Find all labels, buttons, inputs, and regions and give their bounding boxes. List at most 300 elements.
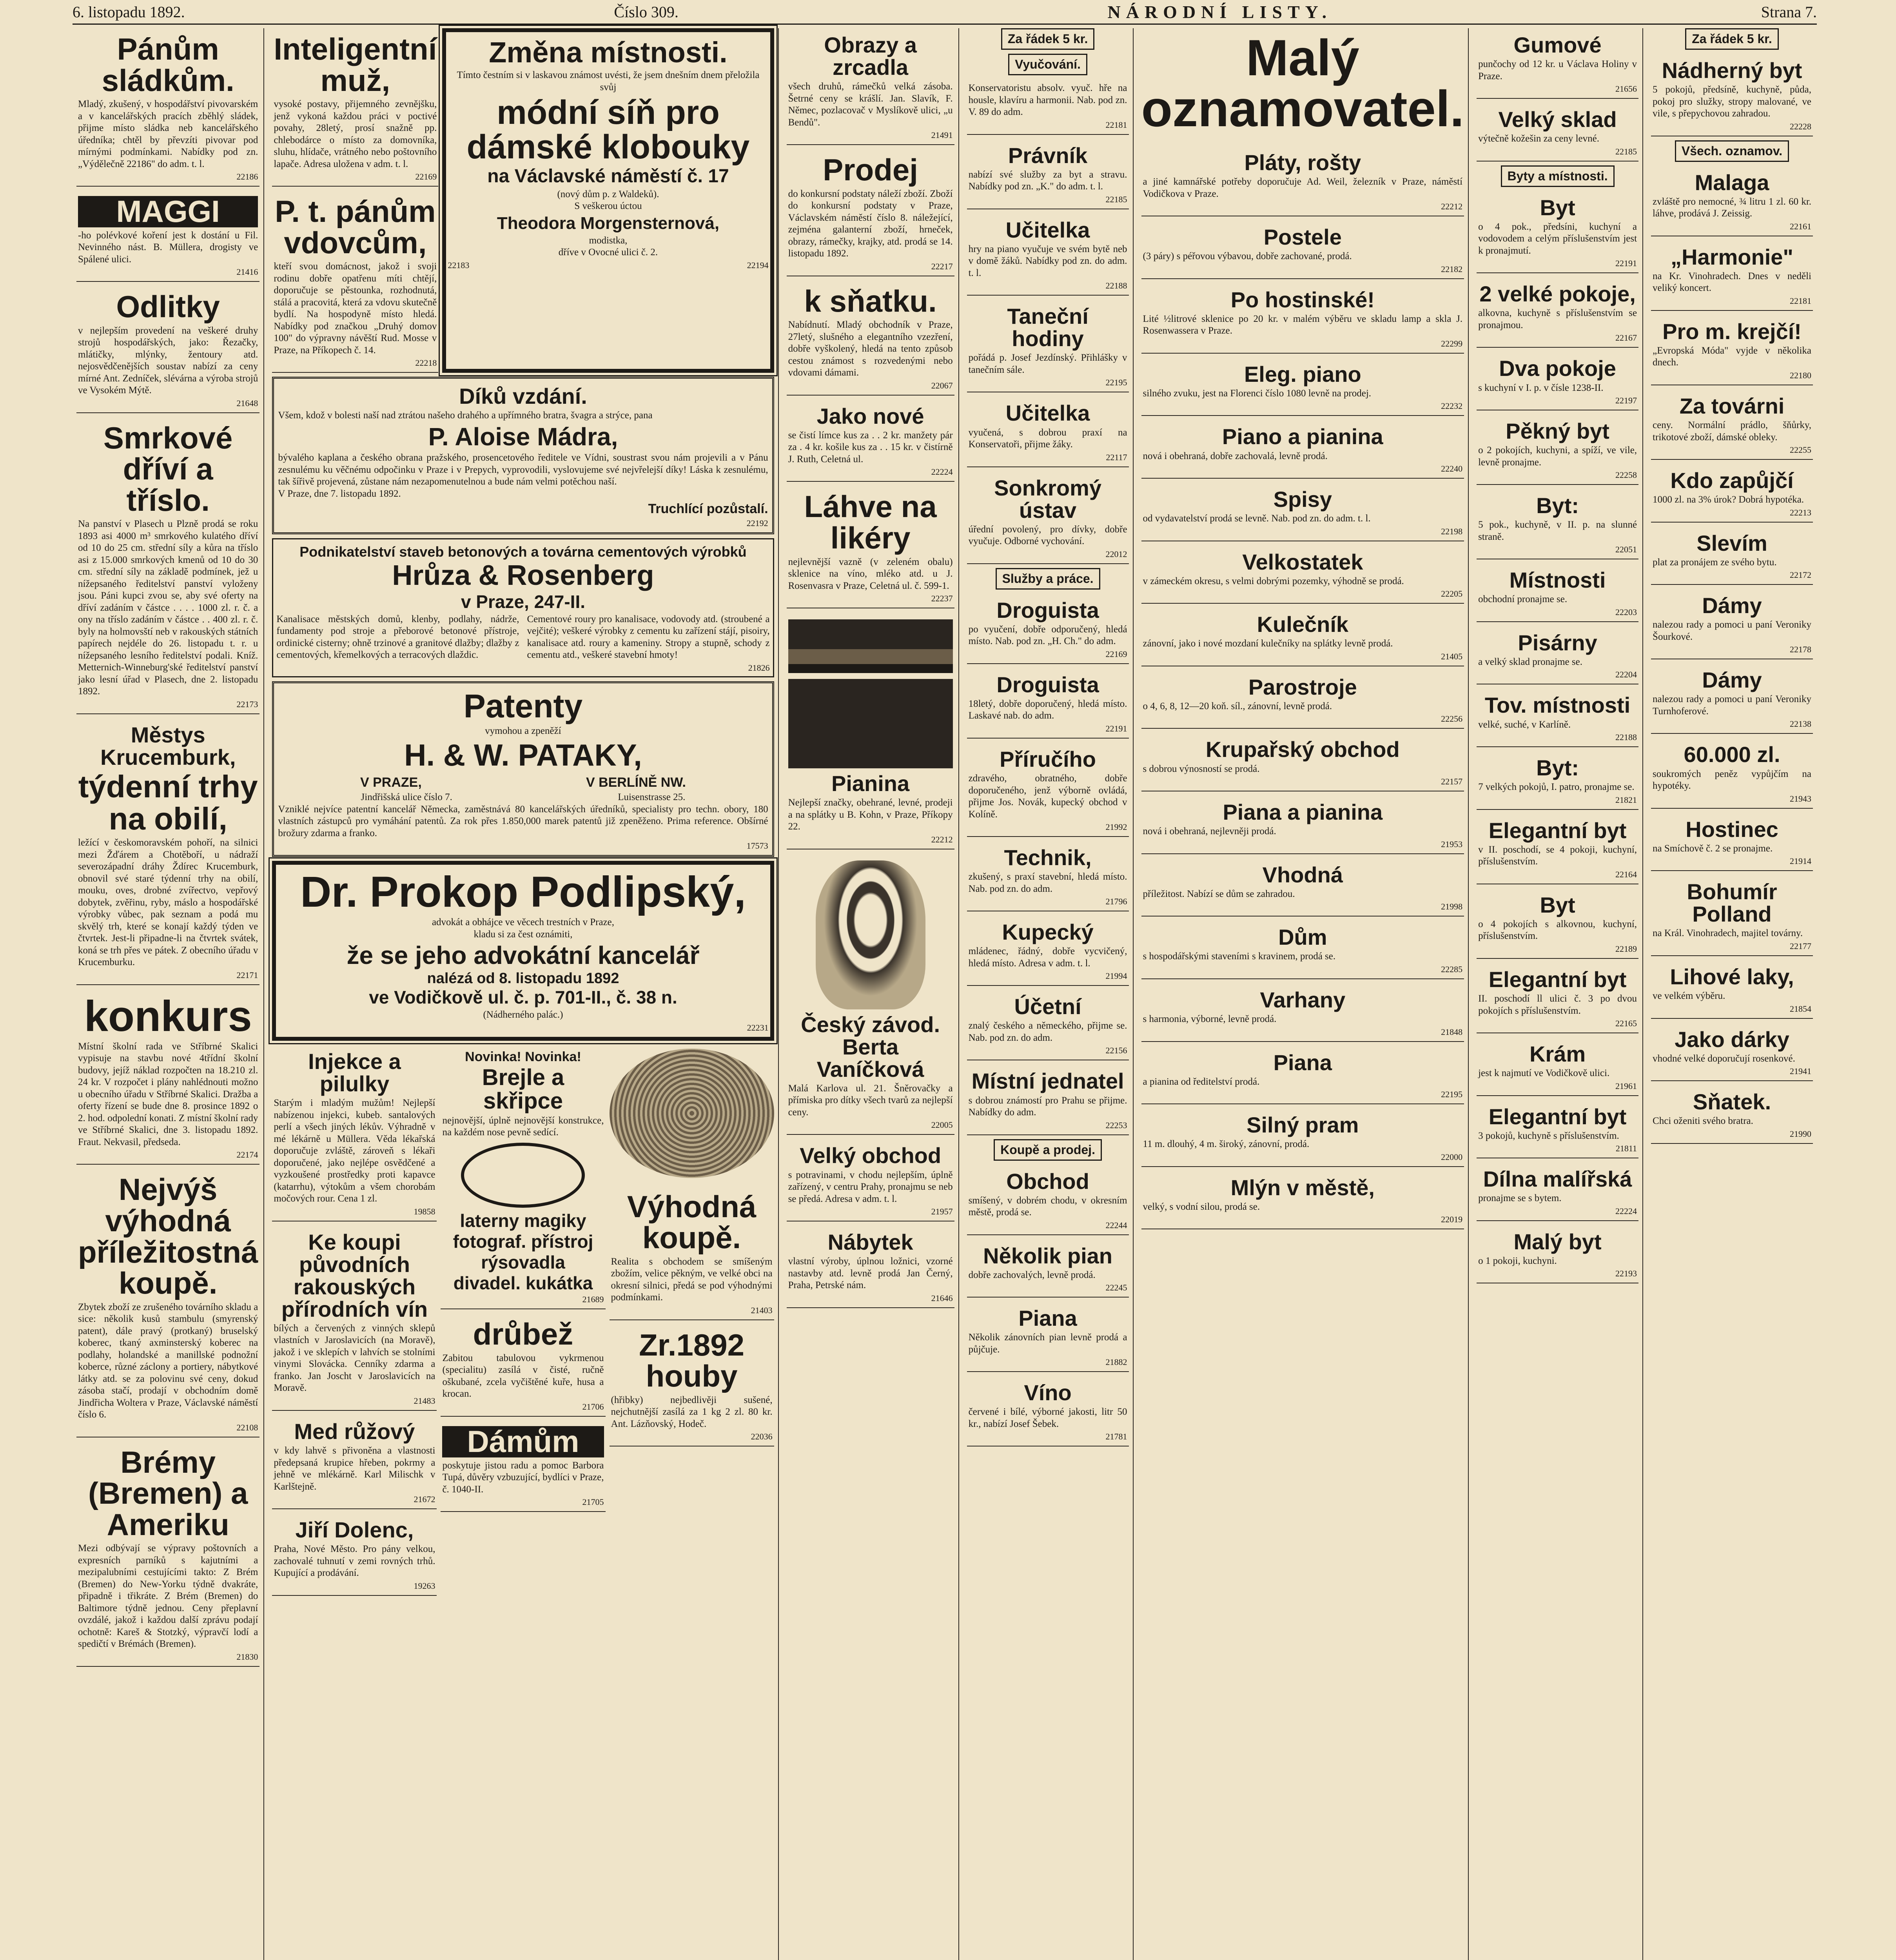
ad-right: Cementové roury pro kanalisace, vodovody atd. (stroubené a vejčité); veškeré výrobky z cementu ku zařízení stájí, pisoiry, kanalisace atd. roury a kameniny. Stropy a stupně, schody z cementu atd., veškeré stavební hmoty!: [527, 613, 770, 661]
ad-title: Nádherný byt: [1662, 58, 1802, 83]
ad-name: P. Aloise Mádra,: [428, 422, 618, 451]
ad-number: 21416: [236, 267, 258, 277]
ad-title: Krupařský obchod: [1205, 737, 1400, 762]
ad-body: bílých a červených z vinných sklepů vlastních v Jaroslavicích (na Moravě), jakož i ve sklepích v lahvích se stolními vinymi Slovácka. Cenníky zdarma a franko. Jan Joscht v Jaroslavicích na Moravě.: [274, 1323, 435, 1394]
ad-body: 3 pokojů, kuchyně s příslušenstvím.: [1478, 1130, 1619, 1141]
ad-bremen: [76, 1441, 259, 1667]
ad-title: Dámy: [1702, 668, 1762, 693]
ad-number: 21705: [582, 1497, 604, 1507]
ad-number: 21957: [931, 1207, 953, 1217]
ad-number: 22181: [1105, 120, 1127, 130]
ad-number: 22231: [747, 1022, 769, 1033]
ad-number: 21992: [1105, 822, 1127, 832]
ad-numbers: [448, 259, 768, 270]
ad-inn: [1651, 813, 1813, 871]
ad-tailors: [1651, 315, 1813, 385]
ad-title: Kdo zapůjčí: [1670, 468, 1794, 493]
ad-title: Kupecký: [1002, 920, 1094, 945]
ad-body: v II. poschodí, se 4 pokoji, kuchyní, příslušenstvím.: [1478, 844, 1637, 867]
ad-number: 22182: [1441, 264, 1463, 274]
ad-maggi: [76, 191, 259, 282]
ad-number: 22245: [1105, 1283, 1127, 1293]
ad-marriage: [787, 280, 954, 396]
ad-body: Zabitou tabulovou vykrmenou (specialitu) zasílá v čisté, ručně oškubané, zcela vyčištěné kuře, husa a krocan.: [442, 1352, 604, 1399]
ad-body: Mladý, zkušený, v hospodářství pivovarském a v kancelářských pracích zběhlý sládek, přijme místo sládka neb kancelářského úředníka; chtěl by převzíti pivovar pod mírnými podmínkami. Nabídky pod zn. „Výdělečně 22186" do adm. t. l.: [78, 99, 258, 169]
spectacles-icon: [461, 1143, 585, 1208]
ad-number: 22213: [1790, 507, 1812, 517]
ad-body: o 2 pokojích, kuchyni, a spíží, ve vile, levně pronajme.: [1478, 445, 1637, 468]
ad-dolenc: [272, 1513, 437, 1596]
ad-line: laterny magiky: [460, 1210, 586, 1231]
ad-number: 21998: [1441, 902, 1463, 912]
ad-number: 21994: [1105, 971, 1127, 981]
ad-body: obchodní pronajme se.: [1478, 594, 1568, 605]
ad-ladies: [441, 1421, 605, 1512]
ad-body: v nejlepším provedení na veškeré druhy strojů hospodářských, jako: Řezačky, mlátičky, mlýnky, žentoury atd. nejosvědčenějších soustav nabízí za ceny mírné Ant. Zedníček, slévárna a výroba strojů ve Vysokém Mýtě.: [78, 325, 258, 396]
ad-number: 22185: [1105, 194, 1127, 204]
ad-title: Právník: [1008, 143, 1088, 168]
ad-innkeepers: [1141, 283, 1464, 354]
ad-number: 22185: [1615, 146, 1637, 156]
ad-flat: [1477, 191, 1638, 274]
ad-body: Chci oženiti svého bratra.: [1653, 1116, 1753, 1127]
ad-number: 22000: [1441, 1152, 1463, 1162]
ad-malaga: [1651, 166, 1813, 236]
ad-body: o 4 pok., předsíni, kuchyní a vodovodem a celým příslušenstvím jest k pronajmutí.: [1478, 221, 1637, 256]
ad-line: nalézá od 8. listopadu 1892: [427, 970, 619, 987]
ad-billiard: [1141, 608, 1464, 666]
ad-number: 22244: [1105, 1220, 1127, 1230]
ad-body: 1000 zl. na 3% úrok? Dobrá hypotéka.: [1653, 494, 1804, 505]
ad-body: v kdy lahvě s přivoněna a vlastnosti předepsaná krupice hřeben, pokrmy a jehně ve mlékárně. Karl Milischk v Karlštejně.: [274, 1445, 435, 1492]
ad-body-2: bývalého kaplana a českého obrana pražského, prosencetového ředitele ve Vídni, soustrast svou nám projevili a v Pánu zesnulému ku věčnému odpočinku v Praze i v Prepych, vyprovodili, vyslovujeme své nejvřelejší díky! Láska k zesnulému, tak šířivě projevená, zůstane nám nezapomenutelnou a bude nám velmi potěchou naší.: [278, 452, 768, 487]
ad-title: Novinka! Novinka!: [465, 1049, 581, 1064]
column-2-wide: [268, 28, 778, 1960]
ad-title: Místnosti: [1509, 568, 1606, 593]
ad-body: od vydavatelství prodá se levně. Nab. pod zn. do adm. t. l.: [1143, 513, 1371, 524]
ad-piano-3: [1141, 795, 1464, 854]
category-wrap: [967, 54, 1129, 75]
ad-body: 7 velkých pokojů, I. patro, pronajme se.: [1478, 782, 1635, 793]
ad-druggist-2: [967, 668, 1129, 739]
ad-number: 22237: [931, 593, 953, 604]
ad-number: 22180: [1790, 370, 1812, 380]
ad-body: Praha, Nové Město. Pro pány velkou, zachovalé tuhnutí v zemi rovných trhů. Kupující a prodávání.: [274, 1544, 435, 1579]
ad-title: Byt: [1540, 195, 1575, 220]
ad-body: Lité ½litrové sklenice po 20 kr. v malém výběru ve skladu lamp a skla J. Rosenwassera v Praze.: [1143, 313, 1463, 336]
ad-number: 19263: [414, 1581, 435, 1591]
ad-line: kladu si za čest oznámiti,: [474, 929, 573, 940]
ad-bottles: [787, 486, 954, 608]
ad-number: 22240: [1441, 464, 1463, 474]
ad-beds: [1141, 220, 1464, 279]
ad-title: Pánům sládkům.: [102, 32, 234, 98]
ad-estate: [1141, 545, 1464, 604]
ad-number: 22299: [1441, 338, 1463, 348]
ad-number: 22232: [1441, 401, 1463, 411]
ad-body: znalý českého a německého, přijme se. Nab. pod zn. do adm.: [968, 1020, 1127, 1043]
ad-title: Bohumír Polland: [1687, 879, 1777, 927]
ad-raft: [1141, 1108, 1464, 1167]
ad-subtitle: vymohou a zpeněží: [485, 726, 561, 737]
ad-lead: Tímto čestním si v laskavou známost uvésti, že jsem dnešním dnem přeložila svůj: [457, 70, 760, 93]
ad-number: 22205: [1441, 589, 1463, 599]
ad-intelligent-man: [272, 28, 438, 187]
ad-number: 21848: [1441, 1027, 1463, 1037]
ad-number: 22256: [1441, 714, 1463, 724]
ad-title: Učitelka: [1005, 401, 1090, 426]
ad-title: Byt:: [1536, 493, 1579, 518]
ad-body: na Kr. Vinohradech. Dnes v neděli veliký koncert.: [1653, 270, 1812, 294]
ad-body: Nabídnutí. Mladý obchodník v Praze, 27letý, slušného a elegantního vzezření, dobře vyškolený, hledá na tento způsob cestou známost s rozvedenými nebo vdovami dámami.: [788, 319, 953, 378]
ad-title: Elegantní byt: [1488, 818, 1627, 843]
ad-body: všech druhů, rámečků velká zásoba. Šetrné ceny se krášlí. Jan. Slavík, F. Němec, pozlacovač v Myslíkově ulici, „u Bendů".: [788, 81, 953, 128]
ad-title: Pláty, rošty: [1244, 150, 1361, 175]
ad-number: 21811: [1615, 1143, 1637, 1154]
ad-title: Piana: [1018, 1306, 1077, 1331]
ad-body: II. poschodí ll ulici č. 3 po dvou pokojích s příslušenstvím.: [1478, 993, 1637, 1016]
ad-subtitle: Brejle a skřipce: [482, 1065, 564, 1114]
ad-cement: [272, 538, 774, 677]
ad-widowers: [272, 191, 438, 373]
ad-change-of-premises: [442, 28, 774, 373]
ad-body: Starým i mladým mužům! Nejlepší nabízenou injekci, kubeb. santalových perlí a všech jiných lékův. Výhradně v mé lékárně u Müllera. Věda lékařská doporučuje zvláště, zároveň s lékaři doporučené, jako nejlépe osvědčené a vyzkoušené prostředky proti kapavce (katarrhu), výtokům a všem chorobám močových rour. Cena 1 zl.: [274, 1098, 435, 1204]
ad-organ: [1141, 983, 1464, 1042]
ad-two-rooms: [1477, 277, 1638, 348]
category-wrap: [967, 568, 1129, 590]
corset-illustration: [816, 860, 925, 1009]
ad-number: 21830: [236, 1651, 258, 1662]
ad-piano: [1141, 358, 1464, 416]
ad-body: a velký sklad pronajme se.: [1478, 656, 1582, 667]
ad-body: velký, s vodní silou, prodá se.: [1143, 1201, 1260, 1212]
ad-teacher-2: [967, 396, 1129, 467]
ad-title: Příručího: [1000, 746, 1096, 771]
ad-title: Dva pokoje: [1499, 356, 1616, 381]
ad-title: Zr.1892 houby: [639, 1327, 744, 1394]
ad-flat-2: [1477, 489, 1638, 559]
ad-body: na Smíchově č. 2 se pronajme.: [1653, 843, 1773, 854]
ad-number: 22212: [1441, 201, 1463, 212]
ad-body: Zbytek zboží ze zrušeného továrního skladu a sice: několik kusů stambulu (smyrenský patent), dále pravý (protkaný) bruselský koberec, tkaný axminsterský koberec na podlahy, holandské a manillské podnožní koberce, různé záclony a portiery, nábytkové látky atd. se za polovinu své ceny, dokud zásoba stačí, prodají v obchodním domě Jindřicha Woltera v Praze, Václavské náměstí číslo 6.: [78, 1301, 258, 1420]
ad-number: 17573: [746, 841, 768, 851]
ad-title: Piano a pianina: [1222, 424, 1383, 449]
ad-number: 22193: [1615, 1269, 1637, 1279]
ad-pianos-2: [967, 1301, 1129, 1372]
category-wrap: [1651, 140, 1813, 162]
ad-body: o 4 pokojích s alkovnou, kuchyní, příslušenstvím.: [1478, 918, 1637, 942]
ad-body: zvláště pro nemocné, ¾ litru 1 zl. 60 kr. láhve, prodává J. Zeissig.: [1653, 196, 1812, 219]
ad-number: 22138: [1790, 719, 1812, 729]
ad-body: -ho polévkové koření jest k dostání u Fil. Nevinného nást. B. Müllera, drogisty ve Spálené ulici.: [78, 230, 258, 265]
ad-body: Konservatoristu absolv. vyuč. hře na housle, klavíru a harmonii. Nab. pod zn. V. 89 do adm.: [968, 83, 1127, 117]
ad-factory-prices: [1651, 389, 1813, 460]
ad-spectacles: [441, 1045, 605, 1310]
category-wrap: [1477, 165, 1638, 187]
ad-body: 5 pok., kuchyně, v II. p. na slunné straně.: [1478, 519, 1637, 542]
price-box: Za řádek 5 kr.: [1685, 28, 1779, 50]
category-wrap: [967, 1139, 1129, 1161]
ad-title: Silný pram: [1246, 1112, 1359, 1138]
ad-number: 21648: [236, 398, 258, 408]
narrow-ads: [272, 28, 438, 373]
ad-title: Lihové laky,: [1670, 964, 1794, 989]
ad-body: Mezi odbývají se výpravy poštovních a expresních parníků s kajutními a mezipalubními cestujícími takto: Z Brém (Bremen) do New-Yorku týdně dvakráte, připadně i třikráte. Z Brém (Bremen) do Baltimore týdně jednou. Ceny přeplavní ovzdálé, jakož i každou další zprávu podají ochotně: Kareš & Stotzký, výpravčí lodí a spedičtí v Brémách (Bremen).: [78, 1543, 258, 1650]
columns: [73, 28, 1817, 1960]
ad-loan: [1651, 464, 1813, 523]
ad-title: Nejvýš výhodná příležitostná koupě.: [78, 1172, 258, 1301]
column-7: [1647, 28, 1817, 1960]
ad-number: 22167: [1615, 333, 1637, 343]
ad-title: Dr. Prokop Podlipský,: [300, 868, 746, 916]
ad-body: (3 páry) s péřovou výbavou, dobře zachované, prodá.: [1143, 251, 1352, 262]
ad-left: Kanalisace městských domů, klenby, podlahy, nádrže, fundamenty pod stroje a přeborové betonové přístroje, ordinické cisterny; ohně trzinové a granitové dlažby; dlažby z cementových, křemelkových a terracových dlaždic.: [276, 613, 519, 661]
category-buy-sell: Koupě a prodej.: [994, 1139, 1102, 1161]
ad-address-note: (nový dům p. z Waldeků).: [557, 189, 659, 200]
ad-title: Ke koupi původních rakouských přírodních vín: [281, 1229, 428, 1321]
ad-title: „Harmonie": [1671, 244, 1793, 269]
piano-illustration: [788, 619, 953, 768]
ad-title: Sonkromý ústav: [994, 475, 1101, 523]
category-teaching: Vyučování.: [1008, 54, 1087, 75]
ad-title: Gumové: [1513, 33, 1602, 57]
ad-title: Výhodná koupě.: [627, 1189, 757, 1255]
ad-accountant: [967, 990, 1129, 1060]
ad-plates: [1141, 146, 1464, 216]
ad-krucemburk: [76, 718, 259, 985]
ad-number: 22285: [1441, 964, 1463, 974]
ad-rooms: [1477, 352, 1638, 410]
ad-shop-unit: [1477, 1037, 1638, 1096]
ad-title: Velký obchod: [800, 1143, 942, 1168]
ad-body: jest k najmutí ve Vodičkově ulici.: [1478, 1068, 1610, 1079]
ad-number: 21483: [414, 1396, 435, 1406]
ad-title: Obchod: [1006, 1169, 1089, 1194]
ad-title: Velkostatek: [1242, 549, 1363, 574]
ad-body: poskytuje jistou radu a pomoc Barbora Tupá, důvěry vzbuzující, bydlíci v Praze, č. 1040-II.: [442, 1460, 604, 1495]
ad-title: Jako nové: [816, 403, 924, 428]
ad-agent: [967, 1064, 1129, 1135]
ad-number: 22174: [236, 1150, 258, 1160]
ad-sign: S veškerou úctou: [574, 201, 642, 212]
ad-number: 22019: [1441, 1214, 1463, 1225]
ad-number: 22194: [747, 260, 769, 270]
ad-number: 22012: [1105, 549, 1127, 559]
column-1: [73, 28, 264, 1960]
ad-title: Droguista: [996, 597, 1099, 622]
hat-block: [610, 1045, 774, 1960]
ad-wedding: [1651, 1085, 1813, 1144]
ad-patents: [272, 681, 774, 857]
ad-body: nejnovější, úplně nejnovější konstrukce, na každém nose pevně sedící.: [442, 1115, 604, 1138]
ad-number: 22224: [1615, 1206, 1637, 1216]
ad-rubber: [1477, 28, 1638, 99]
ad-pictures: [787, 28, 954, 145]
ad-title: Elegantní byt: [1488, 1104, 1627, 1129]
ad-pianos: [967, 1239, 1129, 1298]
ad-body: na Král. Vinohradech, majitel továrny.: [1653, 928, 1803, 939]
ad-address: Luisenstrasse 25.: [618, 792, 686, 803]
ad-number: 22203: [1615, 607, 1637, 617]
ad-title: Slevím: [1696, 530, 1767, 555]
ad-body: v zámeckém okresu, s velmi dobrými pozemky, výhodně se prodá.: [1143, 575, 1404, 586]
ad-piano-4: [1141, 1046, 1464, 1105]
ad-number: 22195: [1441, 1089, 1463, 1100]
ad-number: 21961: [1615, 1081, 1637, 1091]
ad-body: dobře zachovalých, levně prodá.: [968, 1269, 1096, 1280]
ad-number: 21914: [1790, 856, 1812, 866]
ad-number: 21781: [1105, 1432, 1127, 1442]
ad-number: 22253: [1105, 1120, 1127, 1130]
ad-title: Smrkové dříví a tříslo.: [103, 420, 233, 517]
ad-harmonie: [1651, 240, 1813, 311]
ad-body: o 4, 6, 8, 12—20 koň. síl., zánovní, levně prodá.: [1143, 701, 1332, 711]
column-4: [963, 28, 1134, 1960]
ad-body: silného zvuku, jest na Florenci číslo 1080 levně na prodej.: [1143, 388, 1372, 399]
ad-number: 22181: [1790, 296, 1812, 306]
ad-body: po vyučení, dobře odporučený, hledá místo. Nab. pod zn. „H. Ch." do adm.: [968, 624, 1127, 647]
ad-title: Velký sklad: [1498, 107, 1617, 132]
ad-number: 21943: [1790, 793, 1812, 804]
ad-castings: [76, 286, 259, 413]
ad-number: 21826: [748, 662, 770, 673]
ad-title: Byt:: [1536, 755, 1579, 780]
ad-title: Jiří Dolenc,: [295, 1517, 414, 1543]
ad-number: 22188: [1615, 732, 1637, 742]
ad-title: Krám: [1529, 1042, 1586, 1067]
ad-line: ve Vodičkově ul. č. p. 701-II., č. 38 n.: [369, 987, 677, 1008]
ad-small-flat: [1477, 1225, 1638, 1284]
category-services: Služby a práce.: [996, 568, 1100, 590]
issue-date: 6. listopadu 1892.: [73, 3, 185, 21]
ad-body: vyučená, s dobrou praxí na Konservatoři, přijme žáky.: [968, 427, 1127, 450]
ad-body: nalezou rady a pomoci u paní Veroniky Šourkové.: [1653, 619, 1812, 642]
ad-body: Vzniklé nejvíce patentní kancelář Německa, zaměstnává 80 kancelářských úředníků, specialisty pro techn. obory, 180 vlastních zástupců pro vymáhání patentů. Za rok přes 1.850,000 marek patentů již zpeněženo. Prima reference. Obšírné brožury zdarma a franko.: [278, 804, 768, 838]
ad-title: Obrazy a zrcadla: [824, 33, 917, 80]
ad-title: Piana: [1273, 1050, 1332, 1075]
ad-premises: [1477, 563, 1638, 622]
ad-groats: [1141, 733, 1464, 791]
ad-title: Městys Krucemburk,: [100, 722, 236, 769]
ad-merchant: [967, 915, 1129, 986]
ad-body: vhodné velké doporučují rosenkové.: [1653, 1053, 1795, 1064]
ad-subtitle: týdenní trhy na obilí,: [78, 769, 258, 836]
ad-honey: [272, 1415, 437, 1509]
ad-body: vysoké postavy, přijemného zevnějšku, jenž vykoná každou práci v poctivé povahy, 28letý, prosí snažně pp. chlebodárce o místo za domovníka, sluhu, hlídače, vrátného nebo poštovního lapače. Adresa uložena v adm. t. l.: [274, 99, 437, 169]
ad-number: 22157: [1441, 777, 1463, 787]
ad-lacquers: [1651, 960, 1813, 1019]
ad-elegant-flat-2: [1477, 963, 1638, 1033]
lower-row: [272, 1045, 774, 1960]
ad-flat-3: [1477, 751, 1638, 810]
ad-body: nalezou rady a pomoci u paní Veroniky Turnhoferové.: [1653, 694, 1812, 717]
category-announcements: Všech. oznamov.: [1675, 140, 1789, 162]
ad-title: Pro m. krejčí!: [1662, 319, 1802, 344]
ad-title: Dámy: [1702, 593, 1762, 618]
ad-slads: [76, 28, 259, 187]
ad-number: 22108: [236, 1422, 258, 1432]
ad-body: a pianina od ředitelství prodá.: [1143, 1076, 1260, 1087]
ad-bargain: [76, 1169, 259, 1437]
ad-title: drůbež: [473, 1317, 573, 1352]
ad-title: Dílna malířská: [1483, 1167, 1632, 1192]
ad-title: Pianina: [831, 771, 910, 796]
ad-teacher: [967, 213, 1129, 296]
ad-elegant-flat: [1477, 814, 1638, 884]
ad-title: Účetní: [1014, 994, 1081, 1019]
ad-title: Spisy: [1273, 487, 1332, 512]
ad-title: Parostroje: [1248, 674, 1357, 699]
ad-title: P. t. pánům vdovcům,: [275, 194, 436, 260]
ad-number: 22051: [1615, 544, 1637, 555]
issue-number: Číslo 309.: [614, 3, 679, 21]
ad-body: „Evropská Móda" vyjde v několika dnech.: [1653, 345, 1812, 368]
ad-title: Malaga: [1695, 170, 1769, 195]
ad-title: Mlýn v městě,: [1230, 1175, 1375, 1200]
ad-furniture: [787, 1225, 954, 1308]
ad-title: Tov. místnosti: [1484, 693, 1631, 718]
ad-title: 60.000 zl.: [1684, 742, 1780, 767]
ad-konkurs: [76, 989, 259, 1165]
ad-nice-flat: [1477, 414, 1638, 485]
ad-house: [1141, 920, 1464, 979]
ad-body: alkovna, kuchyně s příslušenstvím se pronajmou.: [1478, 308, 1637, 330]
ad-title: Injekce a pilulky: [308, 1049, 401, 1096]
ad-body: hry na piano vyučuje ve svém bytě neb v domě žáků. Nabídky pod zn. do adm. t. l.: [968, 243, 1127, 278]
ad-number: 22177: [1790, 941, 1812, 951]
ad-number: 22067: [931, 380, 953, 390]
ad-title: Dům: [1278, 925, 1327, 950]
ad-number: 22198: [1441, 526, 1463, 536]
category-flats: Byty a místnosti.: [1501, 165, 1615, 187]
ad-body: příležitost. Nabízí se dům se zahradou.: [1143, 888, 1295, 899]
ad-title: MAGGI: [78, 196, 258, 227]
ad-title: Droguista: [996, 672, 1099, 697]
ad-title: Brémy (Bremen) a Ameriku: [88, 1445, 248, 1542]
ad-body: soukromých peněz vypůjčím na hypotéky.: [1653, 768, 1812, 791]
ad-spruce-wood: [76, 417, 259, 714]
ad-big-shop: [787, 1139, 954, 1221]
ad-number: 22178: [1790, 644, 1812, 655]
ad-body: velké, suché, v Karlíně.: [1478, 719, 1571, 730]
ad-number: 22218: [415, 358, 437, 368]
ad-title: Piana a pianina: [1223, 800, 1383, 825]
ad-title: Taneční hodiny: [1007, 304, 1089, 351]
ad-elegant-flat-3: [1477, 1100, 1638, 1159]
ad-title: Hostinec: [1686, 817, 1778, 842]
ad-body: zánovní, jako i nové mozdaní kulečníky na splátky levně prodá.: [1143, 638, 1393, 649]
ad-title: Malý byt: [1513, 1229, 1602, 1254]
ad-title: Technik,: [1004, 845, 1092, 870]
ad-ladies-1: [1651, 589, 1813, 659]
ad-title: Několik pian: [983, 1243, 1112, 1268]
ad-sign: Truchlící pozůstalí.: [648, 501, 768, 517]
ad-body: o 1 pokoji, kuchyni.: [1478, 1255, 1557, 1266]
ad-mushrooms: [610, 1324, 774, 1447]
ad-books: [1141, 483, 1464, 541]
ad-pianinos: [787, 612, 954, 849]
ad-title: Místní jednatel: [971, 1069, 1124, 1094]
ad-body: zkušený, s praxí stavební, hledá místo. Nab. pod zn. do adm.: [968, 871, 1127, 894]
ad-body: do konkursní podstaty náleží zboží. Zboží do konkursní podstaty v Praze, Václavském náměstí číslo 8. náležející, zejména galanterní zboží, hrneček, obrazy, rámečky, krajky, atd. prodá se 14. listopadu 1892.: [788, 188, 953, 259]
ad-number: 22172: [1790, 570, 1812, 580]
ad-wines: [272, 1225, 437, 1411]
ad-lawyer: [967, 139, 1129, 209]
ad-title: konkurs: [84, 992, 252, 1040]
ad-line: (Nádherného palác.): [483, 1009, 563, 1020]
ad-title: Postele: [1263, 225, 1342, 250]
ad-title: Učitelka: [1005, 217, 1090, 242]
